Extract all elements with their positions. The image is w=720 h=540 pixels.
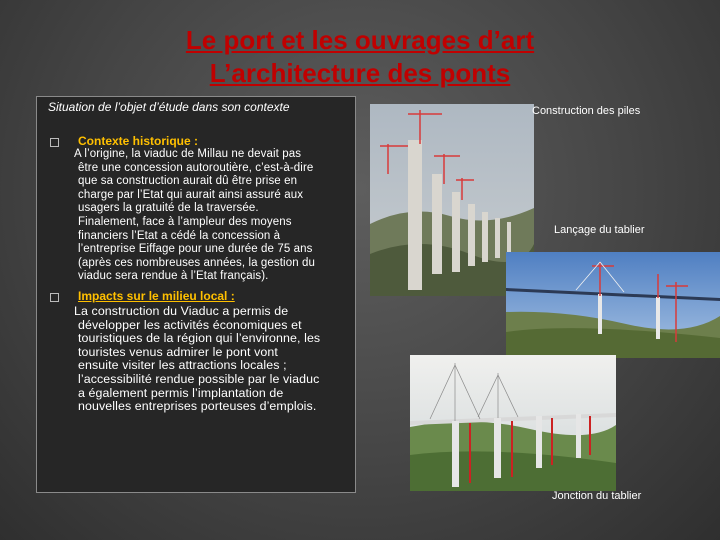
photo-jonction-tablier — [410, 355, 616, 491]
text-line: viaduc sera rendue à l’Etat français). — [78, 270, 269, 283]
photo-lancage-tablier — [506, 252, 720, 358]
text-line: A l’origine, la viaduc de Millau ne devait pas — [74, 148, 302, 160]
caption-lancage-tablier: Lançage du tablier — [554, 224, 645, 236]
text-line: usagers la gratuité de la traversée. — [78, 202, 259, 215]
text-line: que sa construction aurait dû être prise en — [78, 175, 298, 188]
text-line: touristes venus admirer le pont vont — [78, 344, 278, 359]
caption-construction-piles: Construction des piles — [532, 105, 641, 117]
section-text-impacts — [74, 305, 350, 414]
bullet-square-icon — [50, 293, 59, 302]
text-line: Finalement, face à l’ampleur des moyens — [78, 215, 292, 228]
section-title-contexte: Contexte historique : — [78, 134, 199, 148]
slide-title-line2: L’architecture des ponts — [209, 58, 511, 88]
section-text-contexte — [74, 148, 350, 284]
text-line: être une concession autoroutière, c’est-à-dire — [78, 161, 314, 174]
bullet-square-icon — [50, 138, 59, 147]
panel-heading: Situation de l’objet d’étude dans son contexte — [48, 100, 290, 114]
text-line: (après ces nombreuses années, la gestion du — [78, 256, 315, 269]
text-line: l’entreprise Eiffage pour une durée de 75 ans — [78, 243, 313, 256]
text-line: nouvelles entreprises porteuses d’emplois. — [78, 399, 317, 414]
section-title-impacts: Impacts sur le milieu local : — [78, 289, 235, 303]
text-line: touristiques de la région qui l’environne, les — [78, 331, 321, 346]
text-line: financiers l’Etat a cédé la concession à — [78, 229, 281, 242]
text-line: a également permis l’implantation de — [78, 385, 284, 400]
text-line: l’accessibilité rendue possible par le viaduc — [78, 371, 320, 386]
text-line: ensuite visiter les attractions locales ; — [78, 358, 287, 373]
text-line: charge par l’Etat qui aurait ainsi assuré aux — [78, 188, 304, 201]
caption-jonction-tablier: Jonction du tablier — [552, 490, 642, 502]
text-line: développer les activités économiques et — [78, 317, 302, 332]
slide-title-line1: Le port et les ouvrages d’art — [185, 25, 535, 55]
text-line: La construction du Viaduc a permis de — [74, 304, 289, 318]
